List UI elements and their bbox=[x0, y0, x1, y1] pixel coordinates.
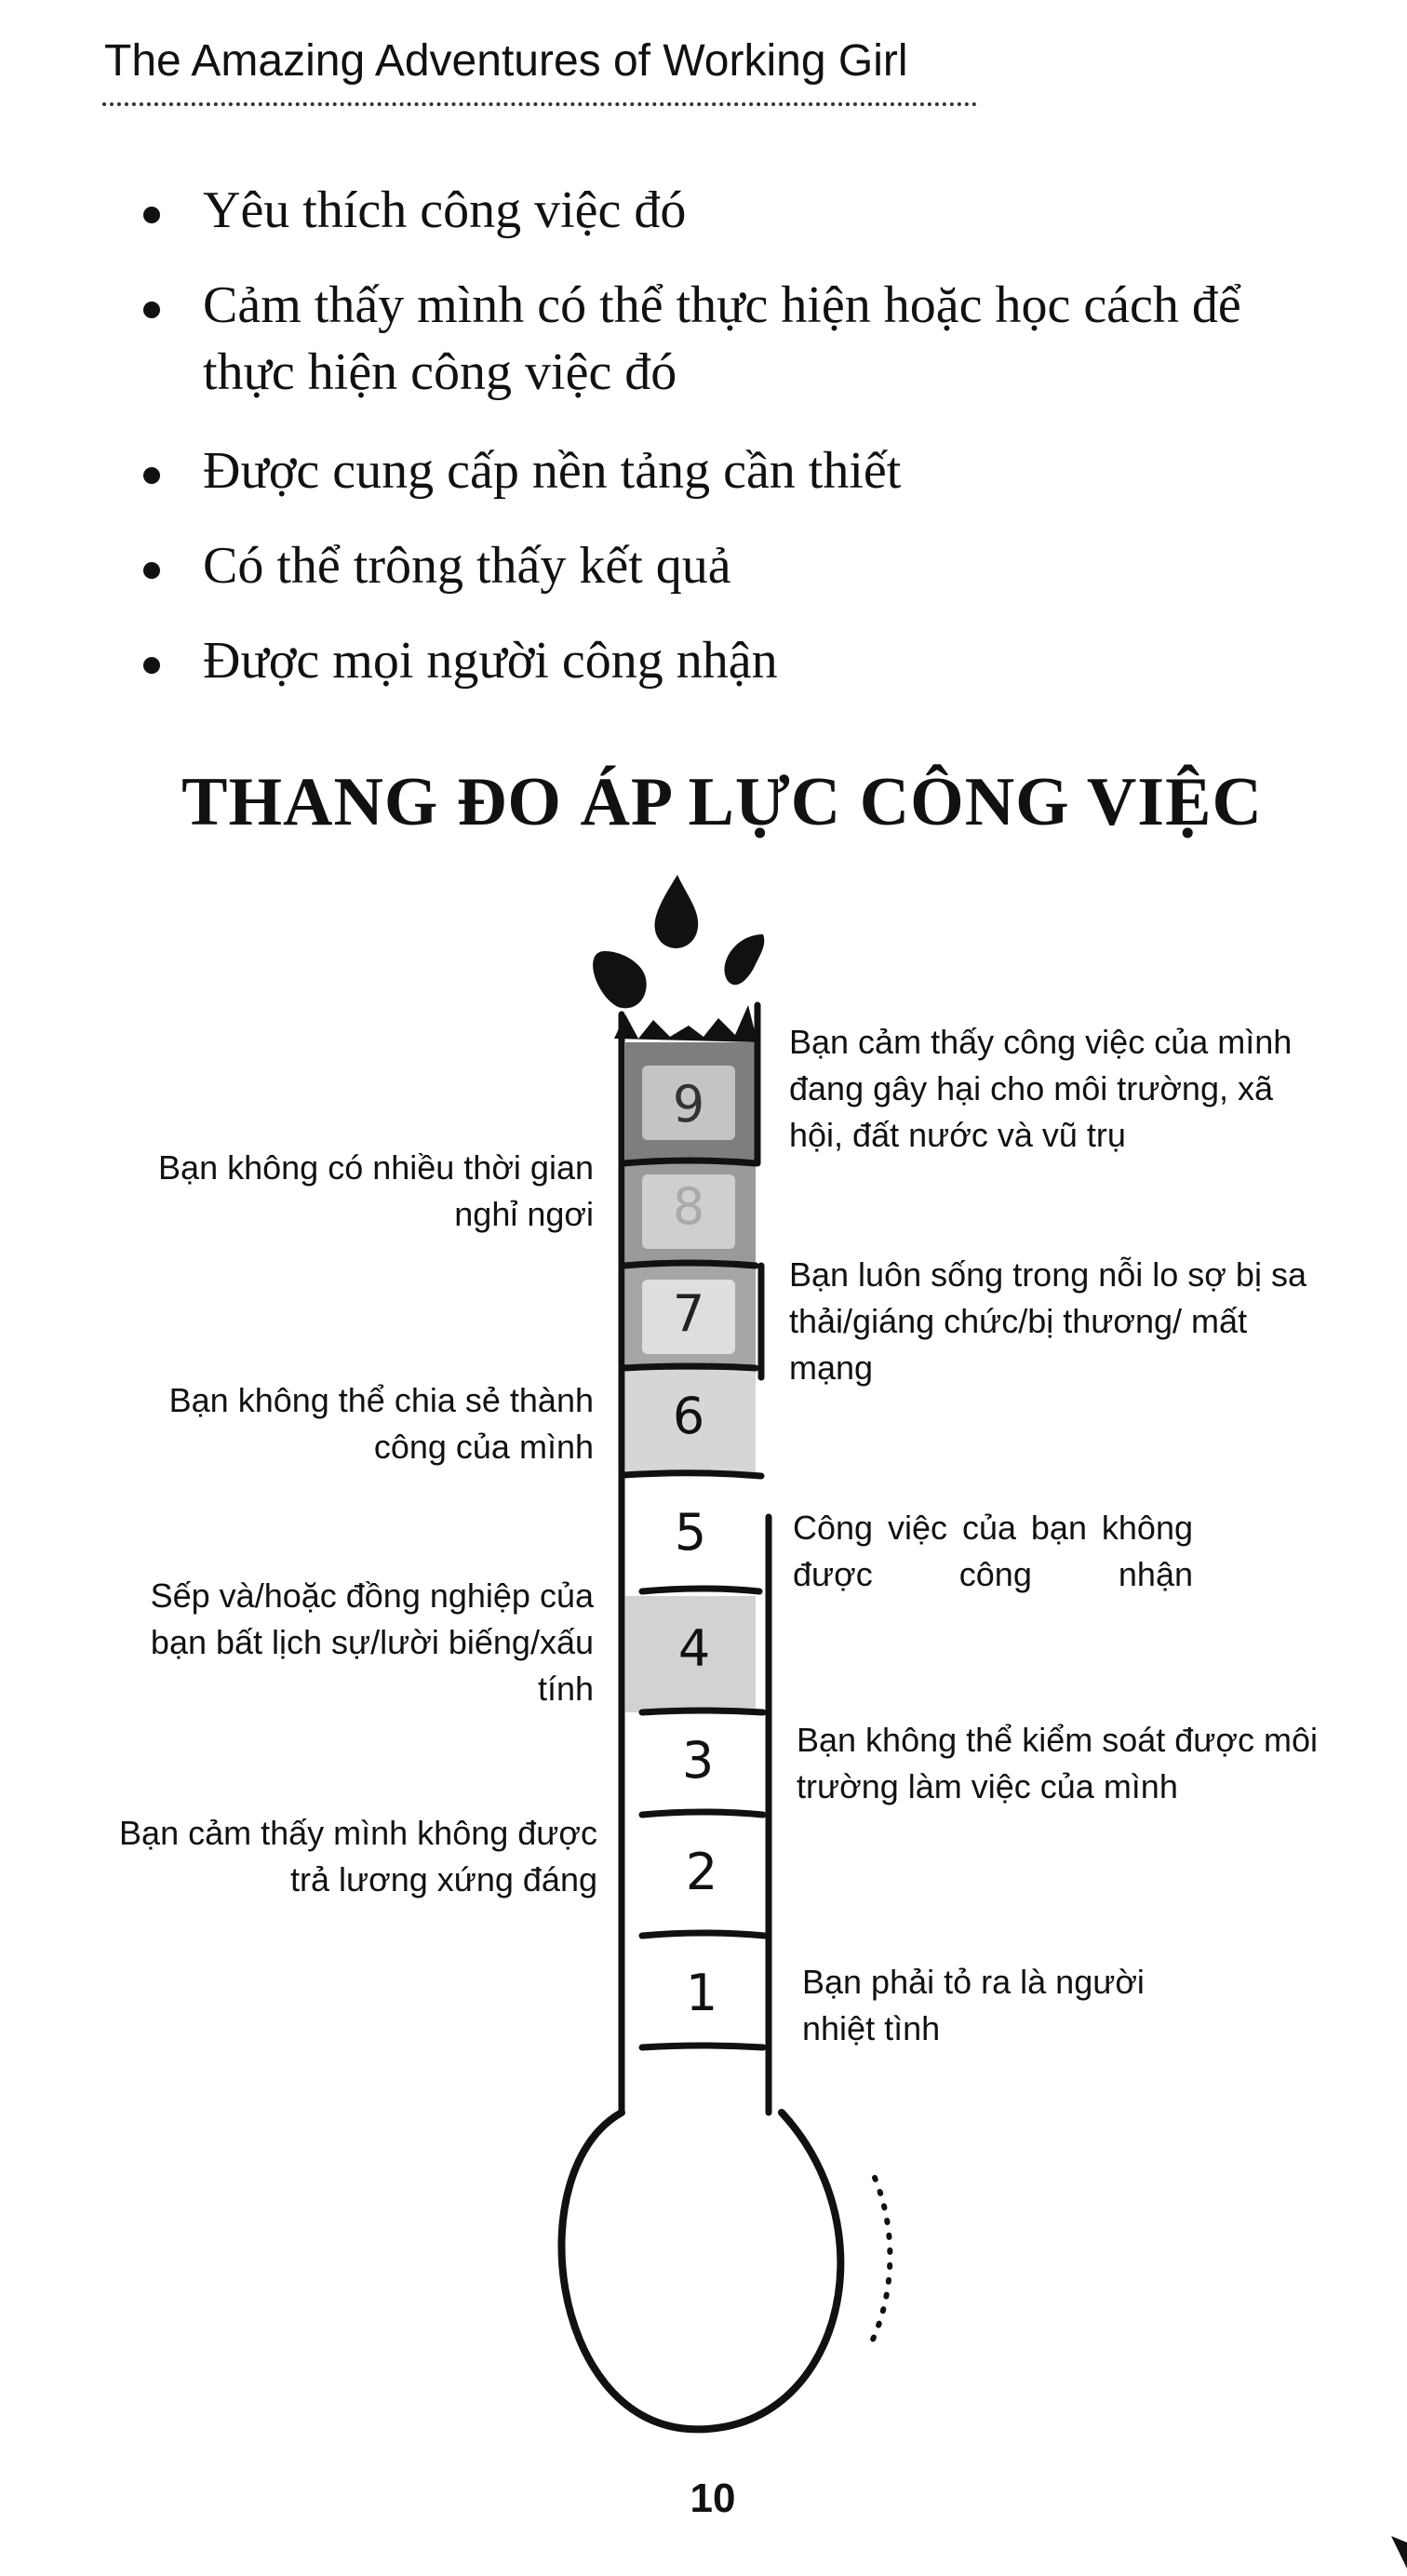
bullet-item: Được mọi người công nhận bbox=[138, 627, 1329, 694]
tube-right-wall bbox=[757, 1005, 769, 2113]
running-head: The Amazing Adventures of Working Girl bbox=[104, 36, 908, 86]
label-level-7: Bạn luôn sống trong nỗi lo sợ bị sa thải/giáng chức/bị thương/ mất mạng bbox=[789, 1255, 1306, 1387]
label-level-9: Bạn cảm thấy công việc của mình đang gây hại cho môi trường, xã hội, đất nước và vũ trụ bbox=[789, 1023, 1293, 1154]
level-number-2: 2 bbox=[685, 1843, 718, 1901]
bullet-item: Yêu thích công việc đó bbox=[138, 177, 1329, 244]
drop-icon bbox=[593, 951, 647, 1008]
bulb-highlight bbox=[870, 2178, 890, 2345]
scale-title: THANG ĐO ÁP LỰC CÔNG VIỆC bbox=[181, 764, 1263, 840]
level-number-4: 4 bbox=[677, 1619, 711, 1678]
label-level-2: Bạn cảm thấy mình không được trả lương xứng đáng bbox=[119, 1814, 597, 1898]
page-number: 10 bbox=[690, 2475, 736, 2521]
label-level-5: Công việc của bạn không được công nhận bbox=[793, 1509, 1193, 1593]
splash-rim bbox=[614, 1005, 757, 1042]
level-number-9: 9 bbox=[672, 1075, 705, 1134]
bullet-item: Được cung cấp nền tảng cần thiết bbox=[138, 437, 1329, 504]
level-number-7: 7 bbox=[672, 1284, 705, 1343]
bullet-item: Cảm thấy mình có thể thực hiện hoặc học cách để thực hiện công việc đó bbox=[138, 272, 1329, 406]
bullet-item: Có thể trông thấy kết quả bbox=[138, 532, 1329, 599]
level-number-6: 6 bbox=[672, 1387, 705, 1445]
label-level-8: Bạn không có nhiều thời gian nghỉ ngơi bbox=[158, 1148, 594, 1233]
label-level-4: Sếp và/hoặc đồng nghiệp của bạn bất lịch sự/lười biếng/xấu tính bbox=[150, 1576, 594, 1708]
level-number-5: 5 bbox=[674, 1503, 707, 1562]
drop-icon bbox=[724, 934, 764, 985]
label-level-1: Bạn phải tỏ ra là người nhiệt tình bbox=[802, 1963, 1145, 2047]
label-level-3: Bạn không thể kiểm soát được môi trường làm việc của mình bbox=[797, 1721, 1318, 1805]
level-number-1: 1 bbox=[685, 1964, 718, 2022]
thermometer-bulb bbox=[561, 2113, 840, 2429]
level-number-8: 8 bbox=[672, 1177, 705, 1236]
drop-icon bbox=[655, 875, 699, 948]
label-level-6: Bạn không thể chia sẻ thành công của mình bbox=[168, 1381, 594, 1466]
page-corner-mark bbox=[1391, 2536, 1407, 2569]
level-number-3: 3 bbox=[681, 1731, 715, 1790]
